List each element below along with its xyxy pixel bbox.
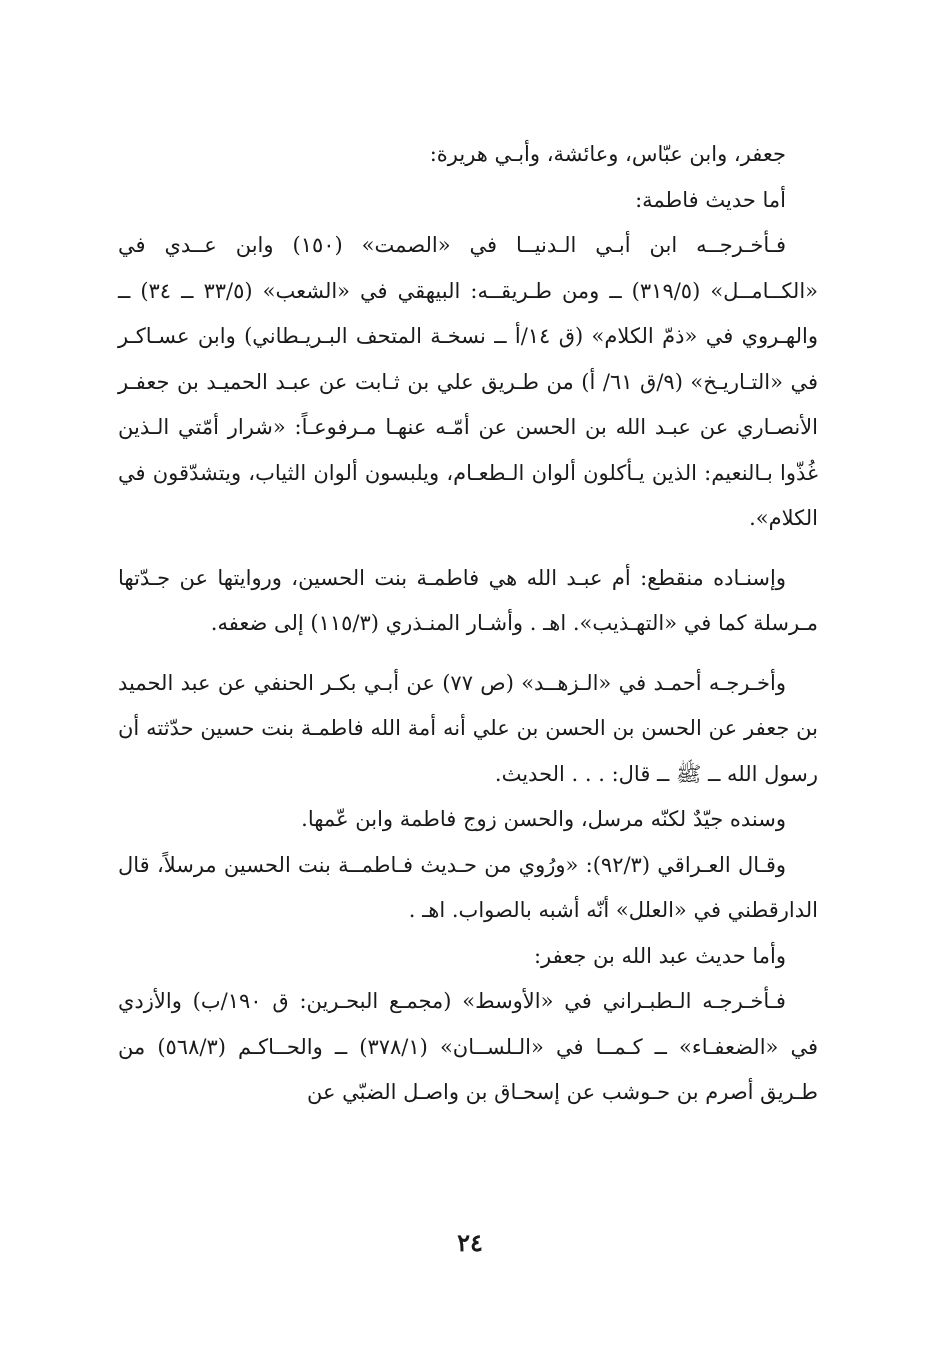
- body-text: [118, 132, 818, 1116]
- heading-abdullah-jafar-hadith: وأما حديث عبد الله بن جعفر:: [533, 943, 786, 968]
- paragraph-isnad-munqati: وإسنـاده منقطع: أم عبـد الله هي فاطمـة بنت الحسين، وروايتها عن جـدّتها مـرسلة كما في «التهـذيب». اهـ . وأشـار المنـذري (١١٥/٣) إلى ضعفه.: [118, 565, 818, 635]
- paragraph-sanad-jayyid: وسنده جيّدٌ لكنّه مرسل، والحسن زوج فاطمة وابن عّمها.: [301, 807, 786, 831]
- paragraph-takhrij-tabarani: فـأخـرجـه الـطبـراني في «الأوسط» (مجمـع البحـرين: ق ١٩٠/ب) والأزدي في «الضعفـاء» ــ كـمــا في «الـلســان» (٣٧٨/١) ــ والحــاكـم (٥٦٨/٣) من طـريق أصرم بن حـوشب عن إسحـاق بن واصـل الضبّي عن: [118, 989, 819, 1104]
- paragraph-iraqi: وقـال العـراقي (٩٢/٣): «ورُوي من حـديث فـاطمــة بنت الحسين مرسلاً، قال الدارقطني في «العلل» أنّه أشبه بالصواب. اهـ .: [118, 852, 818, 922]
- paragraph-continuation: جعفر، وابن عبّاس، وعائشة، وأبـي هريرة:: [429, 142, 786, 166]
- heading-fatima-hadith: أما حديث فاطمة:: [635, 187, 786, 212]
- paragraph-takhrij-fatima: فـأخـرجــه ابن أبـي الـدنيــا في «الصمت» (١٥٠) وابن عــدي في «الكــامــل» (٣١٩/٥) ــ ومن طـريقــه: البيهقي في «الشعب» (٣٣/٥ ــ ٣٤) ــ والهـروي في «ذمّ الكلام» (ق ١٤/أ ــ نسخـة المتحف البـريـطاني) وابن عسـاكـر في «التـاريـخ» (٩/ق ٦١/ أ) من طـريق علي بن ثـابت عن عبـد الحميـد بن جعفـر الأنصـاري عن عبـد الله بن الحسن عن أمّـه عنهـا مـرفوعـاً: «شرار أمّتي الـذين غُذّوا بـالنعيم: الذين يـأكلون ألوان الـطعـام، ويلبسون ألوان الثياب، ويتشدّقون في الكلام».: [118, 233, 819, 530]
- paragraph-ahmad-zuhd: وأخـرجـه أحمـد في «الـزهــد» (ص ٧٧) عن أبـي بكـر الحنفي عن عبد الحميد بن جعفر عن الحسن بن الحسن بن علي أنه أمة الله فاطمـة بنت حسين حدّثته أن رسول الله ــ ﷺ ــ قال: . . . الحديث.: [118, 670, 818, 786]
- page-number: ٢٤: [457, 1228, 483, 1257]
